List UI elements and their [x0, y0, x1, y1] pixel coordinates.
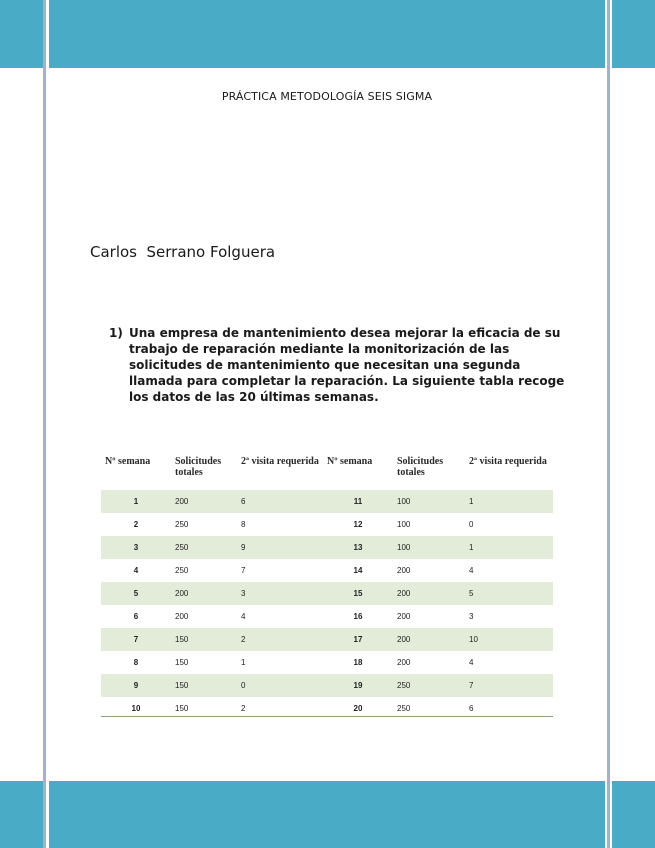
table-cell: 200 — [397, 612, 411, 621]
table-cell: 7 — [241, 566, 246, 575]
table-cell: 200 — [171, 490, 237, 513]
table-cell: 150 — [171, 628, 237, 651]
table-cell: 20 — [353, 704, 363, 713]
table-cell: 10 — [131, 704, 141, 713]
header-band — [49, 0, 605, 68]
question-number: 1) — [109, 326, 123, 340]
page-border-left — [43, 0, 46, 848]
table-cell: 6 — [237, 490, 323, 513]
table-cell: 17 — [323, 628, 393, 651]
table-row — [101, 605, 553, 628]
table-cell: 2 — [241, 704, 246, 713]
table-cell: 19 — [323, 674, 393, 697]
table-row — [101, 628, 553, 651]
table-row — [101, 513, 553, 536]
column-header: Solicitudes totales — [175, 456, 222, 478]
table-cell: 150 — [175, 658, 189, 667]
table-cell: 1 — [465, 490, 553, 513]
table-row — [101, 582, 553, 605]
table-cell: 100 — [393, 536, 465, 559]
table-cell: 2 — [237, 628, 323, 651]
author-name: Carlos Serrano Folguera — [90, 243, 276, 261]
footer-band — [49, 781, 605, 848]
page-title: PRÁCTICA METODOLOGÍA SEIS SIGMA — [221, 90, 433, 103]
data-table-container — [101, 450, 553, 718]
table-cell: 200 — [171, 582, 237, 605]
table-cell: 0 — [237, 674, 323, 697]
table-cell: 150 — [175, 704, 189, 713]
table-cell: 14 — [353, 566, 363, 575]
table-cell: 7 — [101, 628, 171, 651]
table-cell: 9 — [101, 674, 171, 697]
table-cell: 18 — [353, 658, 363, 667]
table-cell: 7 — [465, 674, 553, 697]
table-cell: 9 — [237, 536, 323, 559]
question-block — [109, 325, 569, 405]
column-header: Nº semana — [105, 456, 151, 467]
table-cell: 250 — [175, 566, 189, 575]
footer-band-left — [0, 781, 43, 848]
table-row — [101, 536, 553, 559]
table-cell: 6 — [133, 612, 139, 621]
page-border-right — [607, 0, 610, 848]
table-cell: 15 — [323, 582, 393, 605]
table-cell: 4 — [133, 566, 139, 575]
table-cell: 4 — [241, 612, 246, 621]
table-cell: 250 — [393, 674, 465, 697]
table-row — [101, 559, 553, 582]
table-cell: 1 — [101, 490, 171, 513]
table-cell: 6 — [469, 704, 474, 713]
column-header: Solicitudes totales — [397, 456, 444, 478]
table-cell: 5 — [465, 582, 553, 605]
header-band-right — [612, 0, 655, 68]
table-cell: 200 — [397, 658, 411, 667]
table-cell: 8 — [133, 658, 139, 667]
table-cell: 3 — [469, 612, 474, 621]
table-cell: 200 — [393, 628, 465, 651]
table-cell: 200 — [397, 566, 411, 575]
table-cell: 12 — [353, 520, 363, 529]
data-table — [101, 450, 553, 720]
table-cell: 100 — [397, 520, 411, 529]
table-cell: 150 — [171, 674, 237, 697]
table-cell: 5 — [101, 582, 171, 605]
table-cell: 4 — [469, 658, 474, 667]
table-bottom-rule — [101, 716, 553, 717]
table-cell: 0 — [469, 520, 474, 529]
table-cell: 16 — [353, 612, 363, 621]
table-cell: 250 — [397, 704, 411, 713]
footer-band-right — [612, 781, 655, 848]
table-row — [101, 674, 553, 697]
table-row — [101, 651, 553, 674]
table-cell: 2 — [133, 520, 139, 529]
table-cell: 100 — [393, 490, 465, 513]
table-cell: 3 — [237, 582, 323, 605]
table-cell: 8 — [241, 520, 246, 529]
header-band-left — [0, 0, 43, 68]
table-cell: 10 — [465, 628, 553, 651]
table-cell: 13 — [323, 536, 393, 559]
table-cell: 1 — [465, 536, 553, 559]
table-row — [101, 490, 553, 513]
table-cell: 1 — [241, 658, 246, 667]
column-header: 2ª visita requerida — [469, 456, 547, 467]
table-cell: 11 — [323, 490, 393, 513]
column-header: 2ª visita requerida — [241, 456, 319, 467]
column-header: Nº semana — [327, 456, 373, 467]
table-cell: 250 — [175, 520, 189, 529]
table-cell: 3 — [101, 536, 171, 559]
table-cell: 200 — [393, 582, 465, 605]
table-cell: 4 — [469, 566, 474, 575]
document-page — [49, 68, 605, 781]
table-header-row — [101, 450, 553, 490]
table-cell: 200 — [175, 612, 189, 621]
question-text: Una empresa de mantenimiento desea mejorar la eficacia de su trabajo de reparación mediante la monitorización de las solicitudes de mantenimiento que necesitan una segunda llamada para completar la reparación. La siguiente tabla recoge los datos de las 20 últimas semanas. — [129, 326, 565, 404]
table-cell: 250 — [171, 536, 237, 559]
